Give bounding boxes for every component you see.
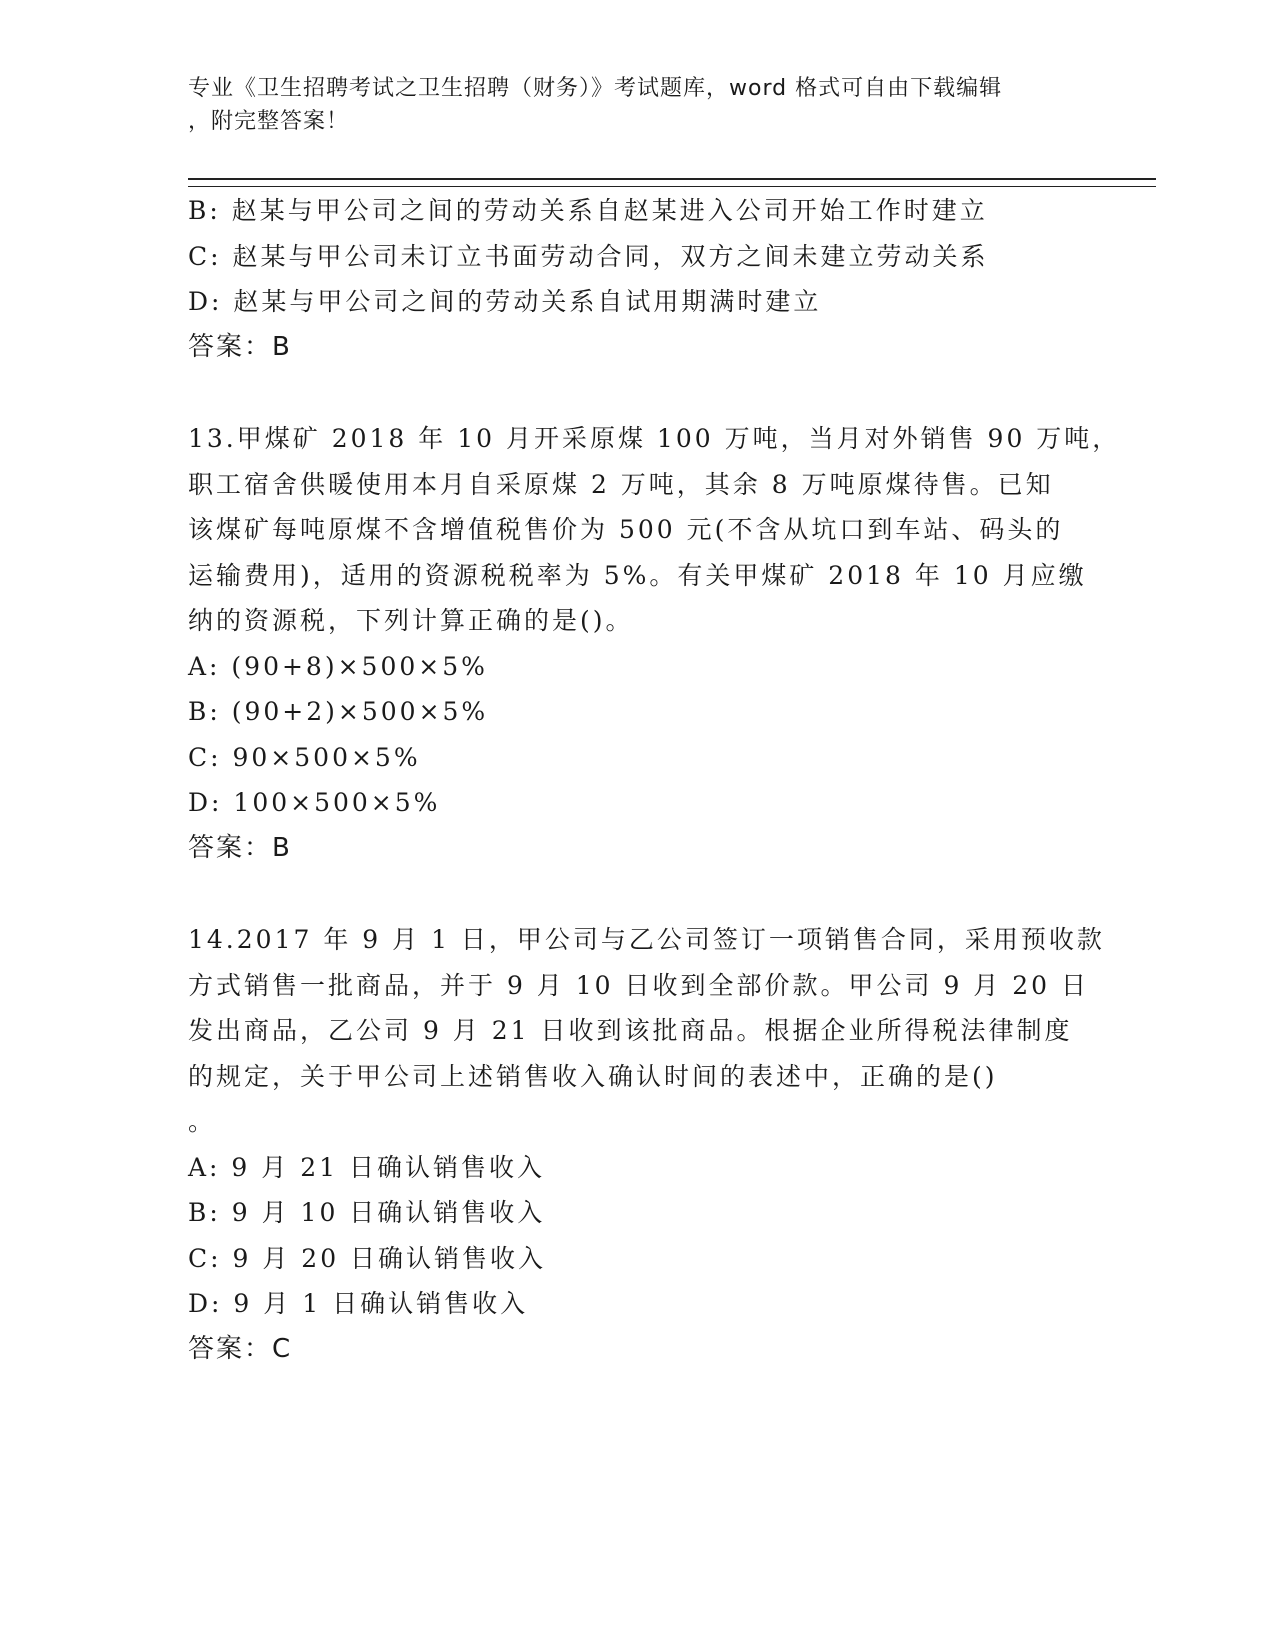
option-c: C: 90×500×5% [188, 742, 421, 772]
option-d: D: 9 月 1 日确认销售收入 [188, 1289, 529, 1318]
answer-line: 答案：C [188, 1333, 293, 1364]
question-line: 14.2017 年 9 月 1 日，甲公司与乙公司签订一项销售合同，采用预收款 [188, 925, 1105, 954]
question-line: 纳的资源税，下列计算正确的是()。 [188, 606, 634, 635]
question-line: 的规定，关于甲公司上述销售收入确认时间的表述中，正确的是() [188, 1061, 998, 1091]
page-header [188, 72, 1068, 138]
question-text [188, 917, 1105, 1145]
option-b: B: (90+2)×500×5% [188, 697, 489, 726]
question-line: 该煤矿每吨原煤不含增值税售价为 500 元(不含从坑口到车站、码头的 [188, 515, 1064, 544]
header-divider [188, 178, 1156, 187]
option-a: A: (90+8)×500×5% [188, 651, 488, 681]
question-13 [188, 416, 1121, 871]
option-c: C: 赵某与甲公司未订立书面劳动合同，双方之间未建立劳动关系 [188, 241, 989, 271]
option-d: D: 100×500×5% [188, 788, 441, 817]
question-line: 。 [188, 1107, 217, 1136]
header-line: ，附完整答案！ [188, 109, 350, 134]
option-b: B: 赵某与甲公司之间的劳动关系自赵某进入公司开始工作时建立 [188, 196, 988, 225]
answer-line: 答案：B [188, 331, 292, 362]
option-d: D: 赵某与甲公司之间的劳动关系自试用期满时建立 [188, 287, 822, 316]
header-line: 专业《卫生招聘考试之卫生招聘（财务）》考试题库，word 格式可自由下载编辑 [188, 76, 1003, 101]
document-body [188, 188, 1121, 1372]
option-a: A: 9 月 21 日确认销售收入 [188, 1152, 545, 1182]
option-c: C: 9 月 20 日确认销售收入 [188, 1243, 547, 1273]
answer-line: 答案：B [188, 832, 292, 863]
question-line: 运输费用)，适用的资源税税率为 5%。有关甲煤矿 2018 年 10 月应缴 [188, 560, 1087, 590]
question-line: 方式销售一批商品，并于 9 月 10 日收到全部价款。甲公司 9 月 20 日 [188, 970, 1090, 1000]
question-14 [188, 917, 1105, 1372]
question-line: 发出商品，乙公司 9 月 21 日收到该批商品。根据企业所得税法律制度 [188, 1016, 1073, 1045]
question-line: 13.甲煤矿 2018 年 10 月开采原煤 100 万吨，当月对外销售 90 万吨， [188, 424, 1121, 453]
spacer [188, 871, 1088, 917]
question-text [188, 416, 1121, 644]
question-line: 职工宿舍供暖使用本月自采原煤 2 万吨，其余 8 万吨原煤待售。已知 [188, 469, 1054, 499]
spacer [188, 370, 1088, 416]
option-b: B: 9 月 10 日确认销售收入 [188, 1198, 546, 1227]
previous-question-block [188, 188, 1088, 370]
